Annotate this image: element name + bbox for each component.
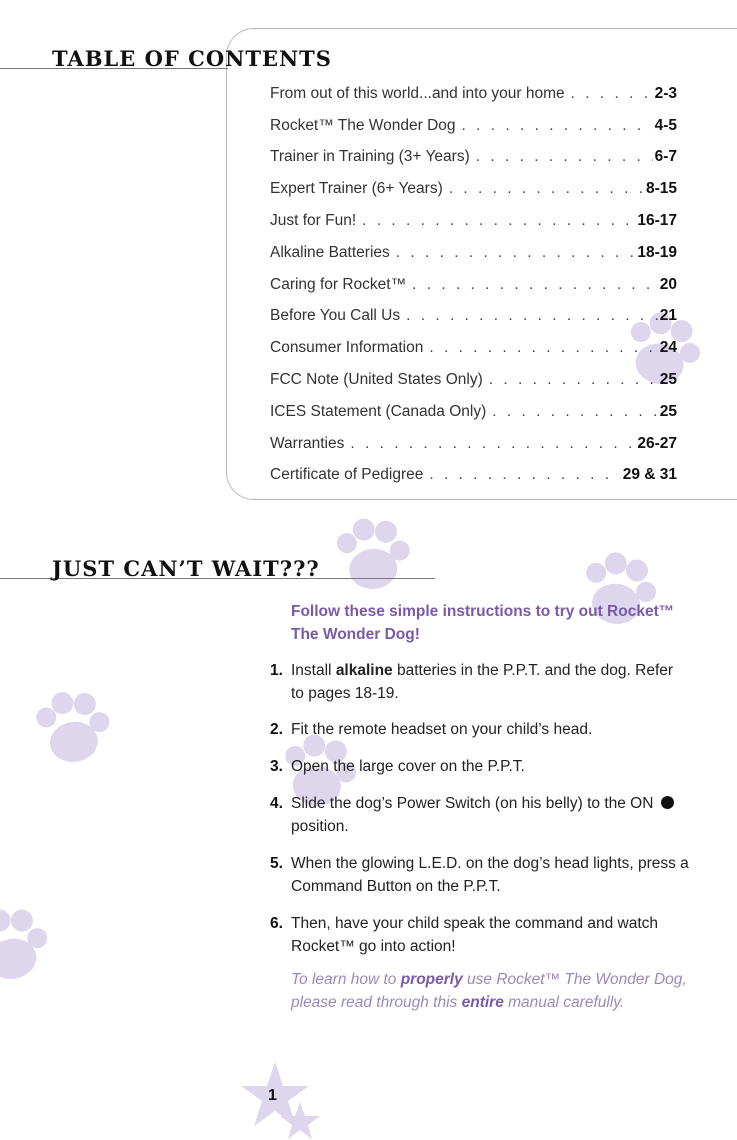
toc-leader-dots <box>489 371 658 389</box>
toc-entry-page: 6-7 <box>654 148 677 166</box>
step-number: 5. <box>270 855 283 872</box>
toc-leader-dots <box>492 403 658 421</box>
note-emphasis: entire <box>461 994 504 1011</box>
toc-entry[interactable] <box>270 396 677 428</box>
toc-leader-dots <box>476 148 653 166</box>
toc-entry-label: From out of this world...and into your home <box>270 84 565 102</box>
toc-entry[interactable] <box>270 173 677 205</box>
toc-entry[interactable] <box>270 110 677 142</box>
toc-title: TABLE OF CONTENTS <box>52 46 332 71</box>
toc-entry-page: 25 <box>659 371 677 389</box>
step-text: Then, have your child speak the command and watch Rocket™ go into action! <box>291 915 659 955</box>
toc-entry[interactable] <box>270 301 677 333</box>
toc-entry[interactable] <box>270 205 677 237</box>
toc-entry-label: Alkaline Batteries <box>270 243 390 261</box>
toc-entry-label: Rocket™ The Wonder Dog <box>270 116 456 134</box>
toc-entry-page: 16-17 <box>637 212 677 230</box>
step-item <box>270 660 690 705</box>
step-item <box>270 756 690 779</box>
toc-leader-dots <box>462 117 653 135</box>
page-number: 1 <box>268 1087 277 1104</box>
toc-entry-page: 29 & 31 <box>622 466 677 484</box>
toc-leader-dots <box>449 180 644 198</box>
read-manual-note: To learn how to properly use Rocket™ The Wonder Dog, please read through this entire manual carefully. <box>291 971 687 1011</box>
step-number: 4. <box>270 795 283 812</box>
toc-entry-page: 21 <box>659 307 677 325</box>
note-emphasis: properly <box>400 971 463 988</box>
toc-entry-label: Consumer Information <box>270 339 424 357</box>
quick-start-intro: Follow these simple instructions to try out Rocket™ The Wonder Dog! <box>291 603 675 643</box>
toc-list <box>270 78 677 491</box>
toc-leader-dots <box>571 85 653 103</box>
toc-entry[interactable] <box>270 142 677 174</box>
quick-start-title: JUST CAN’T WAIT??? <box>52 556 320 581</box>
step-item <box>270 853 690 898</box>
toc-entry-label: ICES Statement (Canada Only) <box>270 402 487 420</box>
toc-entry-label: FCC Note (United States Only) <box>270 371 483 389</box>
toc-entry-page: 2-3 <box>654 84 677 102</box>
toc-leader-dots <box>406 307 658 325</box>
step-text: Open the large cover on the P.P.T. <box>291 758 525 775</box>
step-number: 2. <box>270 721 283 738</box>
toc-entry[interactable] <box>270 269 677 301</box>
toc-entry-page: 8-15 <box>645 180 677 198</box>
paw-print-icon <box>33 686 114 766</box>
toc-entry-label: Expert Trainer (6+ Years) <box>270 180 443 198</box>
toc-entry[interactable] <box>270 364 677 396</box>
step-text: Install alkaline batteries in the P.P.T. and the dog. Refer to pages 18-19. <box>291 662 674 702</box>
toc-entry-page: 20 <box>659 275 677 293</box>
toc-entry[interactable] <box>270 237 677 269</box>
power-dot-icon <box>661 796 674 809</box>
step-number: 3. <box>270 758 283 775</box>
step-text: Slide the dog’s Power Switch (on his belly) to the ON position. <box>291 793 690 838</box>
paw-print-icon <box>335 515 413 592</box>
toc-entry-label: Before You Call Us <box>270 307 401 325</box>
toc-entry-page: 24 <box>659 339 677 357</box>
toc-entry[interactable] <box>270 428 677 460</box>
toc-leader-dots <box>412 276 658 294</box>
step-item <box>270 719 690 742</box>
step-number: 1. <box>270 662 283 679</box>
toc-entry[interactable] <box>270 460 677 492</box>
toc-leader-dots <box>429 466 620 484</box>
toc-entry-label: Caring for Rocket™ <box>270 275 407 293</box>
toc-entry-page: 4-5 <box>654 116 677 134</box>
toc-leader-dots <box>350 435 635 453</box>
toc-entry-page: 18-19 <box>637 243 677 261</box>
toc-entry-page: 25 <box>659 402 677 420</box>
toc-leader-dots <box>396 244 636 262</box>
step-item <box>270 793 690 838</box>
toc-entry-page: 26-27 <box>637 434 677 452</box>
toc-entry[interactable] <box>270 332 677 364</box>
step-emphasis: alkaline <box>335 662 393 679</box>
step-number: 6. <box>270 915 283 932</box>
toc-entry-label: Certificate of Pedigree <box>270 466 424 484</box>
toc-entry-label: Just for Fun! <box>270 212 357 230</box>
toc-entry-label: Warranties <box>270 434 345 452</box>
step-text: When the glowing L.E.D. on the dog’s head lights, press a Command Button on the P.P.T. <box>291 855 689 895</box>
toc-entry[interactable] <box>270 78 677 110</box>
toc-leader-dots <box>362 212 635 230</box>
toc-entry-label: Trainer in Training (3+ Years) <box>270 148 470 166</box>
step-item <box>270 913 690 958</box>
toc-leader-dots <box>429 339 657 357</box>
step-text: Fit the remote headset on your child’s head. <box>291 721 593 738</box>
paw-print-icon <box>0 902 53 984</box>
